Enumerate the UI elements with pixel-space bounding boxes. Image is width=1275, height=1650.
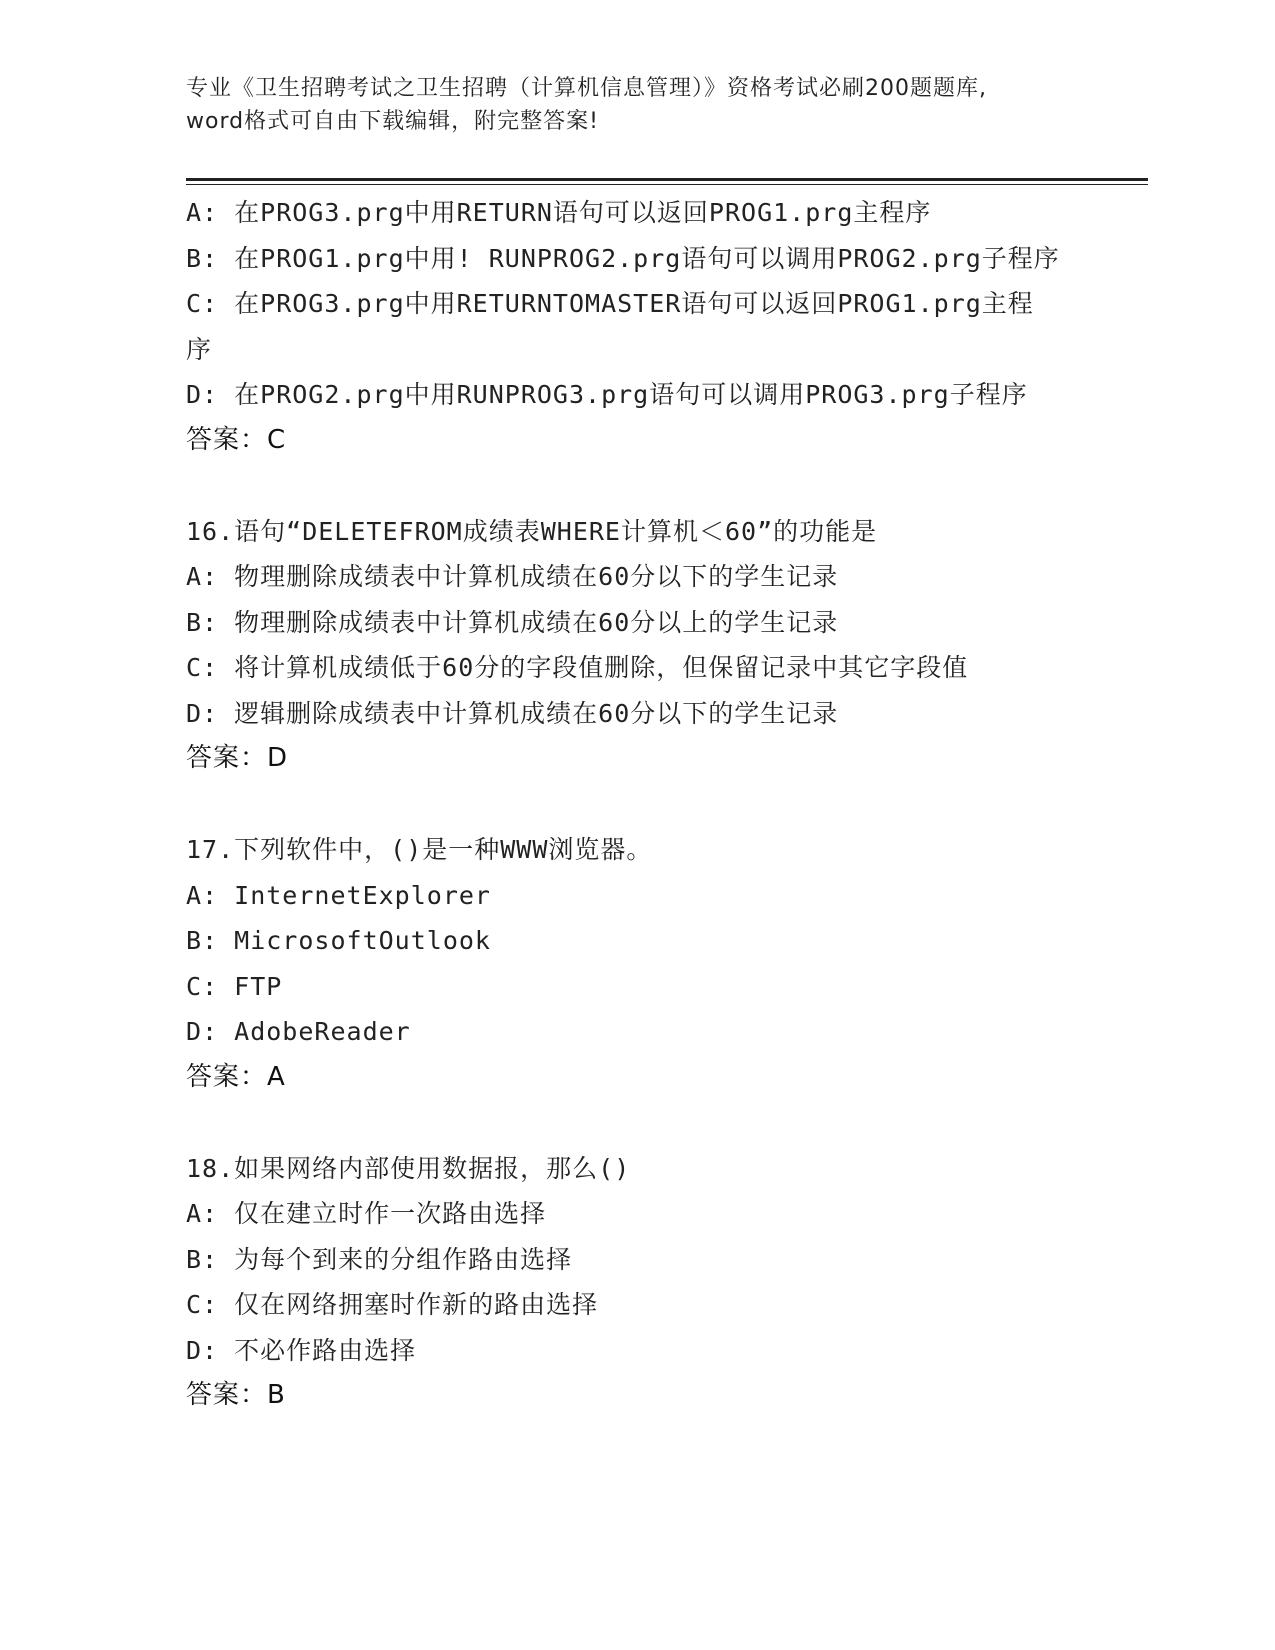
question-stem: 16.语句“DELETEFROM成绩表WHERE计算机＜60”的功能是: [186, 516, 878, 546]
option-d: D: AdobeReader: [186, 1017, 411, 1046]
answer-label: 答案：B: [186, 1380, 286, 1410]
question-16: [186, 509, 1086, 782]
option-b: B: 为每个到来的分组作路由选择: [186, 1244, 573, 1274]
option-a: A: InternetExplorer: [186, 880, 491, 910]
question-list: [186, 190, 1086, 1419]
option-c: C: 仅在网络拥塞时作新的路由选择: [186, 1290, 599, 1319]
header-divider-thin: [186, 184, 1148, 185]
option-c: C: 将计算机成绩低于60分的字段值删除，但保留记录中其它字段值: [186, 653, 969, 682]
answer-label: 答案：C: [186, 424, 287, 455]
option-d: D: 不必作路由选择: [186, 1335, 417, 1365]
option-d: D: 逻辑删除成绩表中计算机成绩在60分以下的学生记录: [186, 698, 839, 728]
option-b: B: MicrosoftOutlook: [186, 926, 491, 955]
option-d: D: 在PROG2.prg中用RUNPROG3.prg语句可以调用PROG3.prg子程序: [186, 380, 1028, 409]
option-b: B: 物理删除成绩表中计算机成绩在60分以上的学生记录: [186, 607, 839, 637]
question-18: [186, 1146, 1086, 1419]
question-stem: 17.下列软件中，()是一种WWW浏览器。: [186, 835, 653, 864]
header-title-line-1: 专业《卫生招聘考试之卫生招聘（计算机信息管理）》资格考试必刷200题题库,: [186, 76, 987, 101]
option-c: C: FTP: [186, 971, 283, 1001]
option-a: A: 物理删除成绩表中计算机成绩在60分以下的学生记录: [186, 562, 839, 591]
spacer: [186, 1100, 1086, 1146]
question-15: [186, 190, 1086, 463]
question-17: [186, 827, 1086, 1100]
header-divider-thick: [186, 178, 1148, 181]
option-a: A: 在PROG3.prg中用RETURN语句可以返回PROG1.prg主程序: [186, 198, 932, 227]
option-b: B: 在PROG1.prg中用! RUNPROG2.prg语句可以调用PROG2.prg子程序: [186, 243, 1060, 273]
option-c: C: 在PROG3.prg中用RETURNTOMASTER语句可以返回PROG1.prg主程序: [186, 289, 1034, 364]
option-a: A: 仅在建立时作一次路由选择: [186, 1199, 547, 1228]
answer-label: 答案：D: [186, 743, 289, 773]
question-stem: 18.如果网络内部使用数据报，那么(): [186, 1153, 631, 1183]
document-header: [186, 72, 1086, 138]
answer-label: 答案：A: [186, 1061, 286, 1092]
spacer: [186, 463, 1086, 509]
spacer: [186, 782, 1086, 828]
header-title-line-2: word格式可自由下载编辑，附完整答案!: [186, 109, 599, 134]
